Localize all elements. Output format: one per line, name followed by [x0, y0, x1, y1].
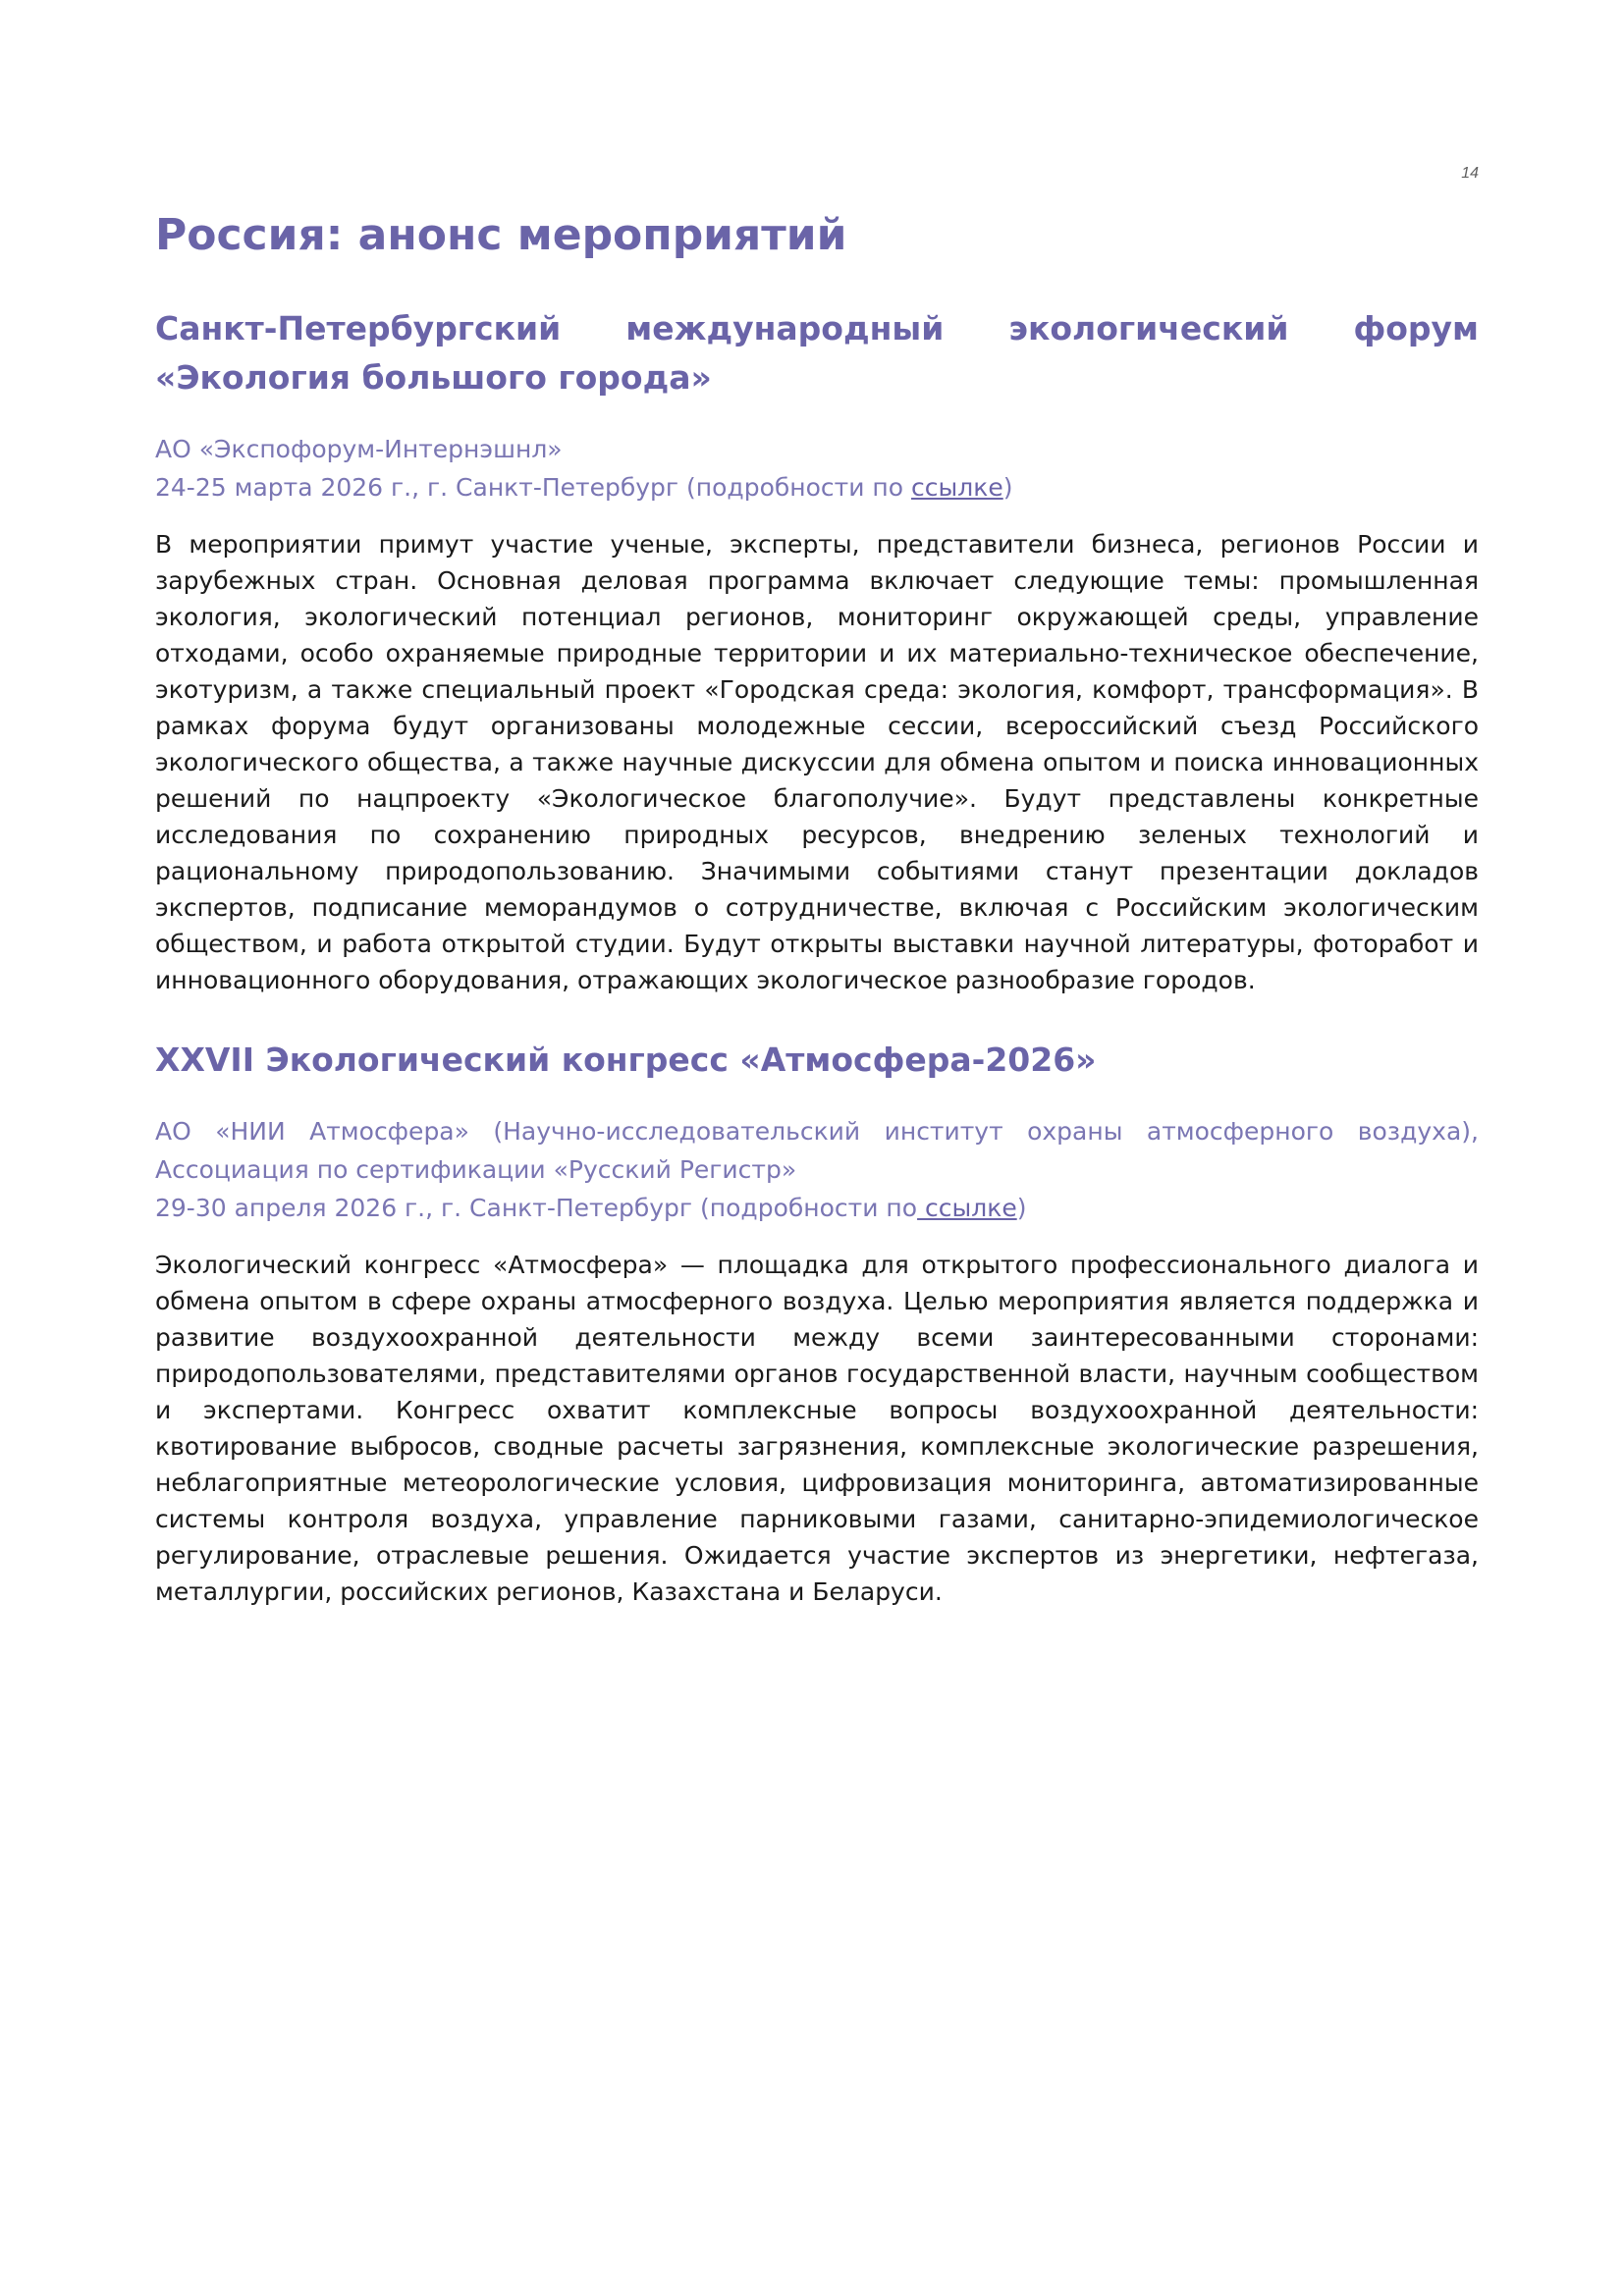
event-forum-section	[155, 304, 1479, 998]
event-meta	[155, 1112, 1479, 1227]
event-details-suffix: )	[1016, 1194, 1027, 1222]
event-congress-section	[155, 1036, 1479, 1610]
event-date-location-line	[155, 1189, 1479, 1227]
event-meta	[155, 430, 1479, 507]
event-organizer: АО «НИИ Атмосфера» (Научно-исследовательский институт охраны атмосферного воздуха), Ассоциация по сертификации «Русский Регистр»	[155, 1117, 1479, 1184]
event-description: Экологический конгресс «Атмосфера» — площадка для открытого профессионального диалога и обмена опытом в сфере охраны атмосферного воздуха. Целью мероприятия является поддержка и развитие воздухоохранной деятельности между всеми заинтересованными сторонами: природопользователями, представителями органов государственной власти, научным сообществом и экспертами. Конгресс охватит комплексные вопросы воздухоохранной деятельности: квотирование выбросов, сводные расчеты загрязнения, комплексные экологические разрешения, неблагоприятные метеорологические условия, цифровизация мониторинга, автоматизированные системы контроля воздуха, управление парниковыми газами, санитарно-эпидемиологическое регулирование, отраслевые решения. Ожидается участие экспертов из энергетики, нефтегаза, металлургии, российских регионов, Казахстана и Беларуси.	[155, 1251, 1479, 1606]
event-title: Санкт-Петербургский международный экологический форум «Экология большого города»	[155, 309, 1479, 397]
details-link[interactable]: ссылке	[911, 473, 1003, 502]
page-number: 14	[1461, 165, 1479, 182]
event-date-location: 29-30 апреля 2026 г., г. Санкт-Петербург	[155, 1194, 693, 1222]
event-details-prefix: (подробности по	[700, 1194, 918, 1222]
event-description: В мероприятии примут участие ученые, эксперты, представители бизнеса, регионов России и зарубежных стран. Основная деловая программа включает следующие темы: промышленная экология, экологический потенциал регионов, мониторинг окружающей среды, управление отходами, особо охраняемые природные территории и их материально-техническое обеспечение, экотуризм, а также специальный проект «Городская среда: экология, комфорт, трансформация». В рамках форума будут организованы молодежные сессии, всероссийский съезд Российского экологического общества, а также научные дискуссии для обмена опытом и поиска инновационных решений по нацпроекту «Экологическое благополучие». Будут представлены конкретные исследования по сохранению природных ресурсов, внедрению зеленых технологий и рациональному природопользованию. Значимыми событиями станут презентации докладов экспертов, подписание меморандумов о сотрудничестве, включая с Российским экологическим обществом, и работа открытой студии. Будут открыты выставки научной литературы, фоторабот и инновационного оборудования, отражающих экологическое разнообразие городов.	[155, 530, 1479, 994]
event-date-location-line	[155, 468, 1479, 507]
event-details-prefix: (подробности по	[686, 473, 912, 502]
document-content	[155, 202, 1479, 1610]
event-details-suffix: )	[1002, 473, 1013, 502]
event-organizer: АО «Экспофорум-Интернэшнл»	[155, 435, 563, 463]
event-date-location: 24-25 марта 2026 г., г. Санкт-Петербург	[155, 473, 679, 502]
page-title: Россия: анонс мероприятий	[155, 210, 847, 260]
details-link[interactable]: ссылке	[917, 1194, 1017, 1222]
event-title: XXVII Экологический конгресс «Атмосфера-2026»	[155, 1041, 1097, 1079]
